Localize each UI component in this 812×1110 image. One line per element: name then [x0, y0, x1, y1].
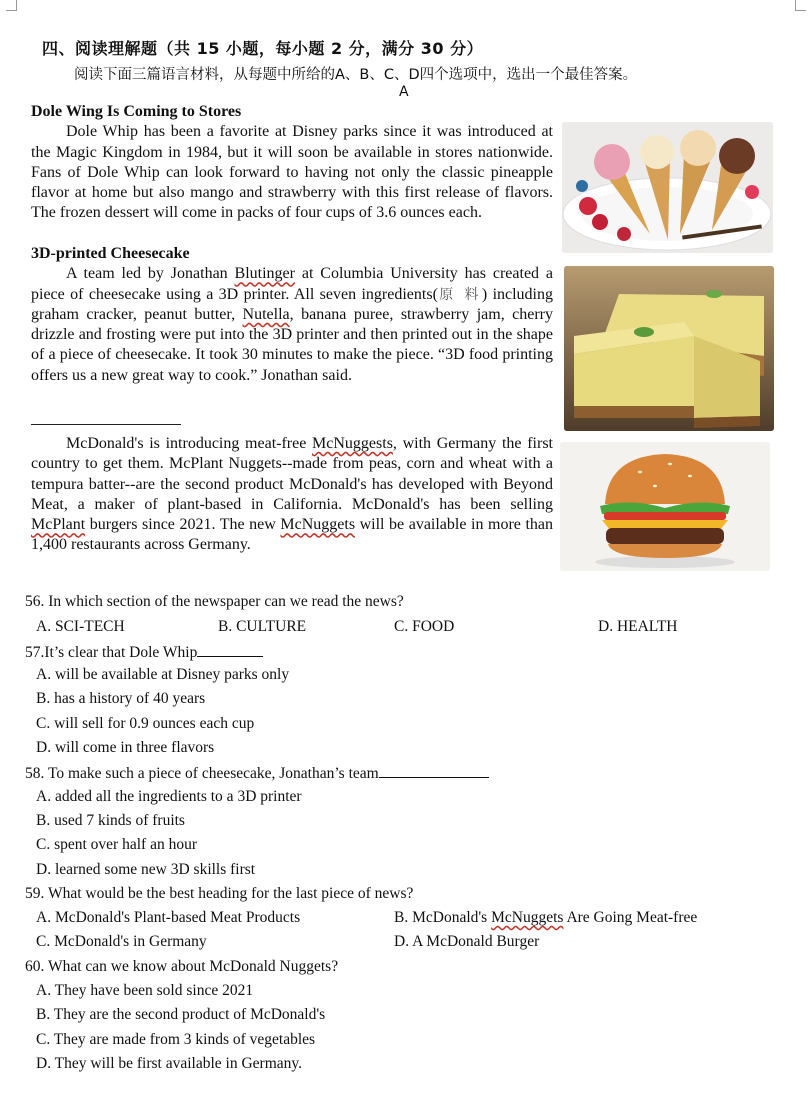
q59-option-a: A. McDonald's Plant-based Meat Products — [36, 909, 301, 926]
q58-option-b: B. used 7 kinds of fruits — [36, 812, 185, 829]
q58-option-c: C. spent over half an hour — [36, 836, 197, 853]
question-text: 57.It’s clear that Dole Whip — [25, 644, 198, 661]
q56-option-c: C. FOOD — [394, 618, 455, 635]
answer-blank — [197, 642, 263, 657]
spellcheck-word: Blutinger — [234, 265, 295, 283]
cheesecake-image — [564, 266, 774, 431]
q56-option-b: B. CULTURE — [218, 618, 307, 635]
spellcheck-word: McNuggets — [491, 909, 564, 926]
question-58-stem — [25, 763, 489, 783]
q57-option-b: B. has a history of 40 years — [36, 690, 206, 707]
title-blank-line — [31, 424, 181, 425]
text-run: ) including graham cracker, peanut butter, — [31, 285, 553, 323]
text-run: will be available in more than 1,400 restaurants across Germany. — [31, 516, 553, 554]
answer-blank — [379, 763, 489, 778]
text-run: burgers since 2021. The new — [85, 516, 281, 534]
q58-option-d: D. learned some new 3D skills first — [36, 861, 256, 878]
spellcheck-word: McNuggests — [312, 435, 393, 452]
article-body: Dole Whip has been a favorite at Disney parks since it was introduced at the Magic Kingdom in 1984, but it will soon be available in stores nationwide. Fans of Dole Whip can look forward to having not only the classic pineapple flavor at home but also mango and strawberry with this first release of flavors. The frozen dessert will come in packs of four cups of 3.6 ounces each. — [31, 123, 553, 222]
question-57-stem — [25, 642, 263, 662]
q60-option-a: A. They have been sold since 2021 — [36, 982, 254, 999]
instruction-text: 阅读下面三篇语言材料，从每题中所给的A、B、C、D四个选项中，选出一个最佳答案。 — [74, 67, 638, 83]
q60-option-d: D. They will be first available in Germany. — [36, 1055, 303, 1072]
article-cheesecake — [31, 244, 553, 386]
q56-option-d: D. HEALTH — [598, 618, 678, 635]
q57-option-d: D. will come in three flavors — [36, 739, 215, 756]
burger-image — [560, 442, 770, 571]
text-run: , with Germany the first country to get them. McPlant Nuggets--made from peas, corn and wheat with a tempura batter--are the second product McDonald's has developed with Beyond Meat, a maker of plant-based in California. McDonald's has been selling — [31, 435, 553, 513]
page-corner-mark — [795, 0, 806, 11]
q59-option-c: C. McDonald's in Germany — [36, 933, 207, 950]
chinese-gloss: 原 料 — [437, 286, 482, 303]
ice-cream-image — [562, 122, 773, 253]
article-title: Dole Wing Is Coming to Stores — [31, 103, 242, 120]
page-corner-mark — [6, 0, 17, 11]
article-dole-whip — [31, 102, 553, 224]
q60-option-b: B. They are the second product of McDonald's — [36, 1006, 326, 1023]
spellcheck-word: Nutella — [242, 305, 290, 323]
question-60-stem: 60. What can we know about McDonald Nuggets? — [25, 958, 339, 975]
text-run: McDonald's is introducing meat-free — [66, 435, 313, 452]
q59-option-b — [394, 909, 697, 927]
article-body — [31, 264, 553, 386]
text-run: at Columbia University has created a piece of cheesecake using a 3D printer. All seven ingredients( — [31, 265, 554, 303]
text-run: B. McDonald's — [394, 909, 492, 926]
passage-label: A — [399, 84, 409, 100]
q59-option-d: D. A McDonald Burger — [394, 933, 540, 950]
text-run: A team led by Jonathan — [66, 265, 235, 283]
question-text: 58. To make such a piece of cheesecake, Jonathan’s team — [25, 765, 379, 782]
spellcheck-word: McPlant — [31, 516, 86, 534]
text-run: , banana puree, strawberry jam, cherry drizzle and frosting were put into the 3D printer and then printed out in the shape of a piece of cheesecake. It took 30 minutes to make the piece. “3D food printing offers us a new great way to cook.” Jonathan said. — [31, 305, 553, 384]
question-56-stem: 56. In which section of the newspaper can we read the news? — [25, 593, 404, 610]
article-body — [31, 434, 553, 556]
article-title: 3D-printed Cheesecake — [31, 245, 190, 262]
question-59-stem: 59. What would be the best heading for the last piece of news? — [25, 885, 414, 902]
q57-option-c: C. will sell for 0.9 ounces each cup — [36, 715, 255, 732]
spellcheck-word: McNuggets — [280, 516, 356, 534]
q57-option-a: A. will be available at Disney parks only — [36, 666, 290, 683]
q56-option-a: A. SCI-TECH — [36, 618, 125, 635]
text-run: Are Going Meat-free — [563, 909, 698, 926]
section-title: 四、阅读理解题（共 15 小题，每小题 2 分，满分 30 分） — [42, 39, 484, 58]
q58-option-a: A. added all the ingredients to a 3D printer — [36, 788, 302, 805]
q60-option-c: C. They are made from 3 kinds of vegetables — [36, 1031, 316, 1048]
article-mcdonalds — [31, 434, 553, 556]
